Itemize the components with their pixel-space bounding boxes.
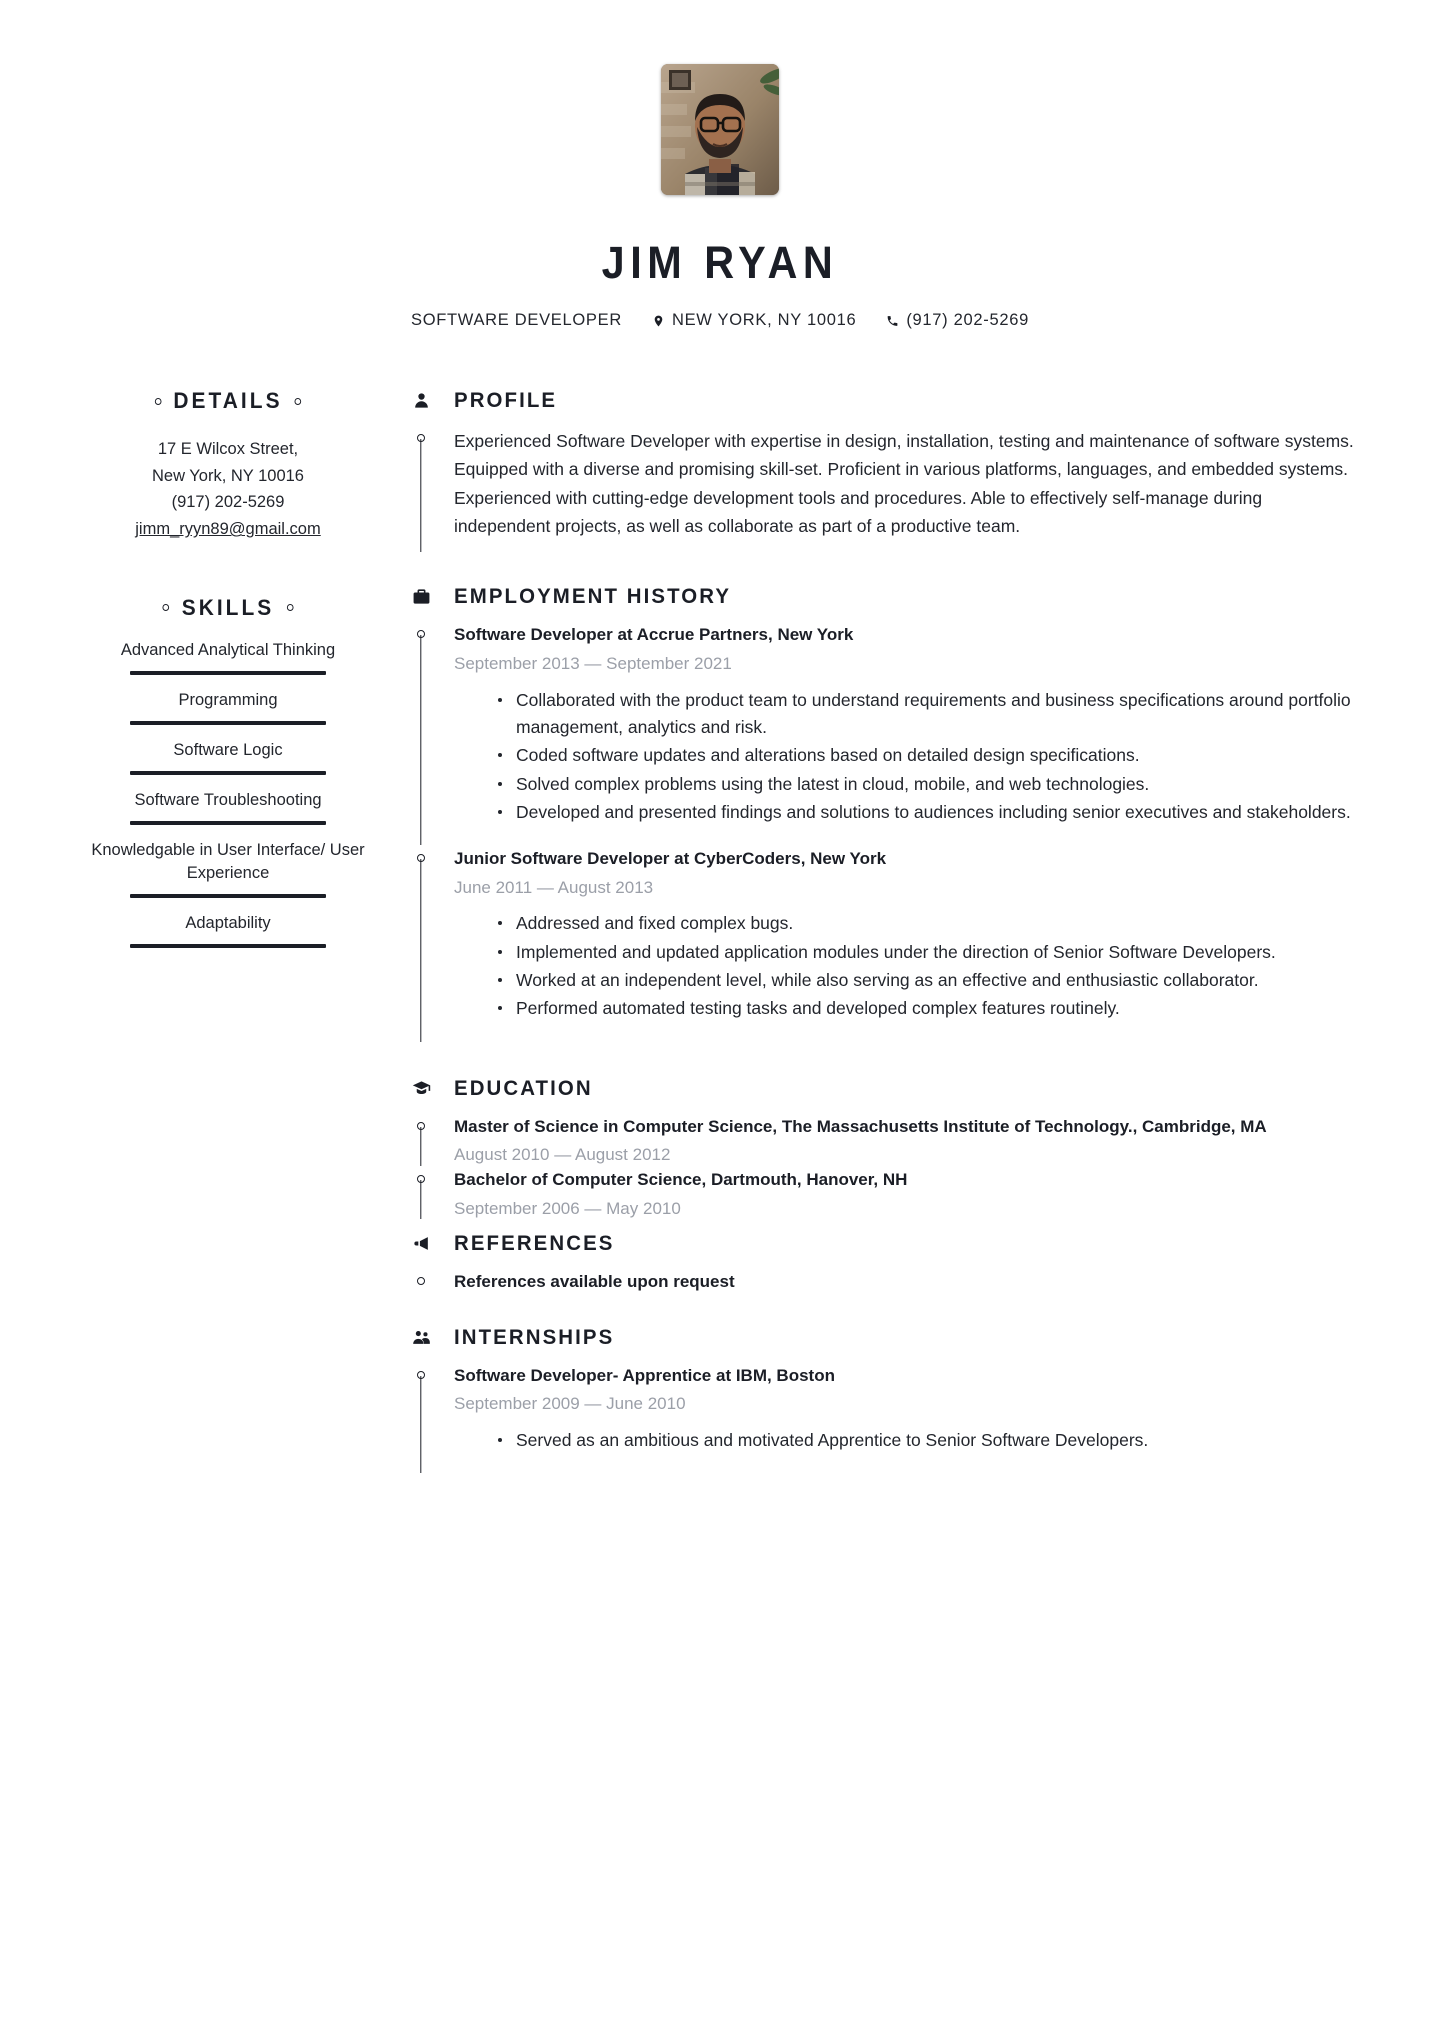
education-entry-body — [454, 1115, 1362, 1168]
bullet-dot-icon-3 — [163, 604, 170, 611]
skill-item — [78, 912, 378, 948]
bullet-item: Solved complex problems using the latest in cloud, mobile, and web technologies. — [498, 771, 1362, 798]
employment-title: EMPLOYMENT HISTORY — [454, 584, 732, 609]
bullet-dot-icon-4 — [287, 604, 294, 611]
person-icon — [410, 390, 432, 412]
bullet-item: Worked at an independent level, while also serving as an effective and enthusiastic collaborator. — [498, 967, 1362, 994]
skill-label: Advanced Analytical Thinking — [120, 640, 336, 659]
timeline-rail — [410, 623, 432, 847]
header-phone-text: (917) 202-5269 — [906, 311, 1029, 329]
job-title: Junior Software Developer at CyberCoders, New York — [454, 849, 887, 869]
bullet-dot-icon-2 — [295, 398, 302, 405]
reference-entry — [410, 1270, 1362, 1299]
graduation-cap-icon — [410, 1077, 432, 1099]
skill-bar — [130, 771, 326, 775]
skill-bar-fill — [130, 894, 326, 898]
details-email[interactable]: jimm_ryyn89@gmail.com — [135, 520, 321, 539]
timeline-rail — [410, 427, 432, 554]
address-line-2: New York, NY 10016 — [152, 466, 304, 485]
skill-bar-fill — [130, 771, 326, 775]
employment-entry-body — [454, 623, 1362, 847]
skill-bar-fill — [130, 821, 326, 825]
timeline-rail — [410, 847, 432, 1043]
education-title-text: Master of Science in Computer Science, The Massachusetts Institute of Technology., Cambridge, MA — [454, 1116, 1267, 1136]
phone-icon — [886, 313, 899, 329]
avatar — [661, 64, 779, 195]
education-list — [410, 1115, 1362, 1222]
internship-entry — [410, 1364, 1362, 1476]
section-references — [410, 1231, 1362, 1299]
internships-section-head — [410, 1325, 1362, 1350]
skills-title-text: SKILLS — [181, 594, 275, 620]
skill-bar — [130, 894, 326, 898]
bullet-item: Served as an ambitious and motivated Apprentice to Senior Software Developers. — [498, 1427, 1362, 1454]
timeline-line — [420, 859, 421, 1041]
bullet-item: Addressed and fixed complex bugs. — [498, 910, 1362, 937]
skills-list — [78, 639, 378, 948]
internship-date: September 2009 — June 2010 — [454, 1394, 686, 1414]
resume-header — [0, 0, 1440, 330]
employment-list — [410, 623, 1362, 1043]
header-location-text: NEW YORK, NY 10016 — [671, 311, 857, 329]
timeline-line — [420, 1180, 421, 1219]
skills-section — [78, 595, 378, 948]
internships-title: INTERNSHIPS — [454, 1324, 615, 1349]
bullet-list — [454, 687, 1362, 826]
timeline-line — [420, 439, 421, 552]
section-education — [410, 1076, 1362, 1222]
header-phone — [886, 311, 1029, 330]
skill-label: Software Logic — [173, 740, 283, 759]
employment-entry — [410, 847, 1362, 1043]
bullet-item: Collaborated with the product team to understand requirements and business specifications around portfolio management, analytics and risk. — [498, 687, 1362, 742]
profile-row — [410, 427, 1362, 554]
timeline-line — [420, 1127, 421, 1166]
details-phone: (917) 202-5269 — [171, 493, 285, 512]
sidebar — [78, 388, 388, 948]
skill-bar — [130, 721, 326, 725]
details-title-text: DETAILS — [173, 388, 283, 413]
internships-list — [410, 1364, 1362, 1476]
photo-wrapper — [0, 64, 1440, 195]
megaphone-icon — [410, 1233, 432, 1255]
details-block — [78, 436, 378, 543]
profile-title: PROFILE — [454, 388, 558, 412]
skill-bar — [130, 671, 326, 675]
internship-title: Software Developer- Apprentice at IBM, Boston — [454, 1365, 835, 1385]
timeline-line — [420, 1376, 421, 1474]
profile-body — [454, 427, 1362, 554]
page-title: JIM RYAN — [601, 237, 839, 288]
profile-text: Experienced Software Developer with expertise in design, installation, testing and maintenance of software systems. Equipped with a diverse and promising skill-set. Proficient in various platforms, languages, and embedded systems. Experienced with cutting-edge development tools and procedures. Able to effectively self-manage during independent projects, as well as collaborate as part of a productive team. — [454, 431, 1354, 537]
education-entry-body — [454, 1168, 1362, 1221]
skill-label: Programming — [178, 690, 278, 709]
header-location — [652, 311, 856, 330]
header-job-title — [411, 311, 622, 330]
job-title: Software Developer at Accrue Partners, New York — [454, 625, 854, 645]
education-date: August 2010 — August 2012 — [454, 1145, 671, 1165]
resume-body — [0, 388, 1440, 1485]
references-section-head — [410, 1231, 1362, 1256]
main-column — [388, 388, 1362, 1485]
employment-entry — [410, 623, 1362, 847]
bullet-list — [454, 910, 1362, 1022]
skill-bar-fill — [130, 671, 326, 675]
skill-bar — [130, 821, 326, 825]
references-list — [410, 1270, 1362, 1299]
reference-entry-body — [454, 1270, 1362, 1299]
bullet-item: Developed and presented findings and solutions to audiences including senior executives and stakeholders. — [498, 799, 1362, 826]
timeline-rail — [410, 1115, 432, 1168]
briefcase-icon — [410, 586, 432, 608]
reference-text: References available upon request — [454, 1272, 735, 1292]
job-date: June 2011 — August 2013 — [454, 877, 654, 897]
timeline-line — [420, 635, 421, 845]
skill-item — [78, 839, 378, 899]
timeline-rail — [410, 1270, 432, 1299]
bullet-item: Coded software updates and alterations based on detailed design specifications. — [498, 742, 1362, 769]
skill-item — [78, 689, 378, 725]
skill-item — [78, 739, 378, 775]
address-line-1: 17 E Wilcox Street, — [157, 440, 299, 458]
bullet-list — [454, 1427, 1362, 1454]
skills-section-title — [86, 595, 371, 621]
skill-label: Adaptability — [185, 914, 271, 933]
skill-item — [78, 639, 378, 675]
employment-section-head — [410, 584, 1362, 609]
education-section-head — [410, 1076, 1362, 1101]
section-employment — [410, 584, 1362, 1043]
skill-label: Software Troubleshooting — [134, 790, 322, 809]
education-entry — [410, 1168, 1362, 1221]
skill-bar — [130, 944, 326, 948]
timeline-rail — [410, 1364, 432, 1476]
timeline-rail — [410, 1168, 432, 1221]
map-pin-icon — [652, 313, 665, 329]
header-contact-line — [0, 311, 1440, 330]
job-date: September 2013 — September 2021 — [454, 654, 732, 674]
timeline-marker-icon — [417, 1277, 425, 1285]
skill-bar-fill — [130, 721, 326, 725]
education-title-text: Bachelor of Computer Science, Dartmouth, Hanover, NH — [454, 1169, 908, 1189]
people-icon — [410, 1326, 432, 1348]
header-job-title-text: SOFTWARE DEVELOPER — [411, 311, 622, 329]
skill-item — [78, 789, 378, 825]
section-internships — [410, 1325, 1362, 1476]
internship-entry-body — [454, 1364, 1362, 1476]
employment-entry-body — [454, 847, 1362, 1043]
education-date: September 2006 — May 2010 — [454, 1198, 681, 1218]
bullet-item: Performed automated testing tasks and developed complex features routinely. — [498, 995, 1362, 1022]
profile-section-head — [410, 388, 1362, 413]
bullet-dot-icon — [154, 398, 161, 405]
details-section-title — [86, 388, 371, 414]
skill-label: Knowledgable in User Interface/ User Experience — [91, 840, 365, 883]
references-title: REFERENCES — [454, 1231, 615, 1256]
section-profile — [410, 388, 1362, 554]
education-entry — [410, 1115, 1362, 1168]
education-title: EDUCATION — [454, 1075, 593, 1100]
bullet-item: Implemented and updated application modules under the direction of Senior Software Developers. — [498, 939, 1362, 966]
skill-bar-fill — [130, 944, 326, 948]
